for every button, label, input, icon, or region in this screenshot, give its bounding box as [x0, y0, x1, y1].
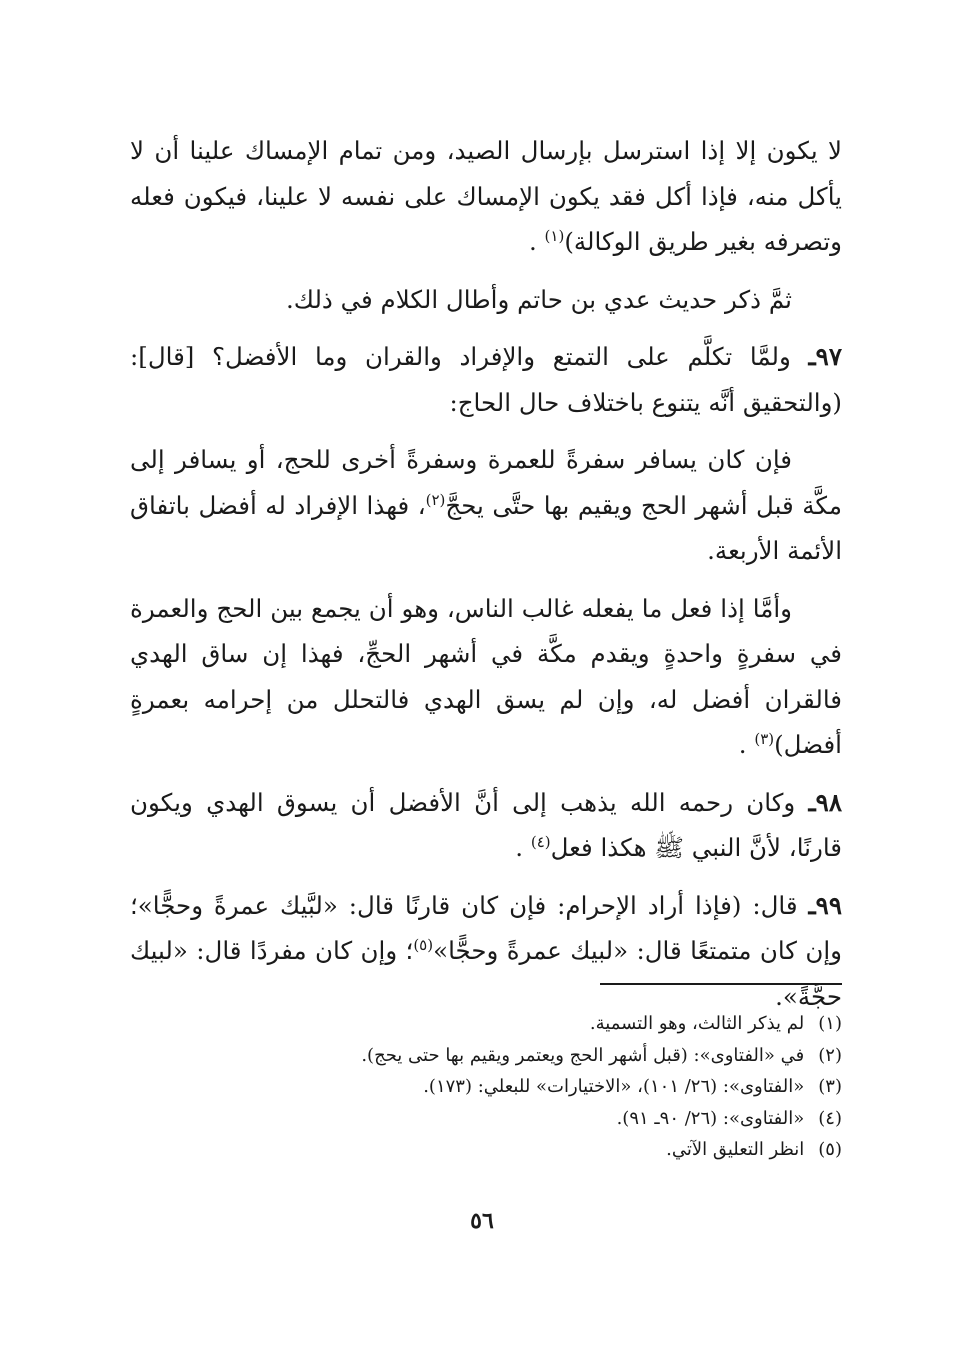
- paragraph-end: .: [515, 833, 531, 862]
- item-number-99: ٩٩ـ: [808, 890, 842, 920]
- paragraph-text: ثمَّ ذكر حديث عدي بن حاتم وأطال الكلام في ذلك.: [286, 284, 792, 314]
- footnote-text: انظر التعليق الآتي.: [666, 1139, 805, 1160]
- paragraph-2: [130, 277, 842, 323]
- footnote-1: [130, 1008, 842, 1040]
- footnote-text: لم يذكر الثالث، وهو التسمية.: [589, 1013, 805, 1034]
- paragraph-text: وكان رحمه الله يذهب إلى أنَّ الأفضل أن يسوق الهدي ويكون قارنًا، لأنَّ النبي ﷺ هكذا فعل: [130, 787, 842, 862]
- paragraph-1: [130, 128, 842, 265]
- footnote-label: (٤): [818, 1107, 842, 1129]
- paragraph-text: فإن كان يسافر سفرةً للعمرة وسفرةً أخرى للحج، أو يسافر إلى مكَّة قبل أشهر الحج ويقيم بها حتَّى يحجَّ: [130, 445, 842, 520]
- paragraph-text: قال: (فإذا أراد الإحرام: فإن كان قارنًا قال: «لبَّيك عمرةً وحجًّا»؛ وإن كان متمتعًا قال: «لبيك عمرةً وحجًّا»: [130, 890, 842, 965]
- footnote-5: [130, 1134, 842, 1166]
- paragraph-end: .: [738, 730, 755, 759]
- paragraph-text: وأمَّا إذا فعل ما يفعله غالب الناس، وهو أن يجمع بين الحج والعمرة في سفرةٍ واحدةٍ ويقدم مكَّة في أشهر الحجِّ، فهذا إن ساق الهدي فالقران أفضل له، وإن لم يسق الهدي فالتحلل من إحرامه بعمرةٍ أفضل): [130, 593, 842, 759]
- paragraph-text: ولمَّا تكلَّم على التمتع والإفراد والقران وما الأفضل؟ [قال]: (والتحقيق أنَّه يتنوع باختلاف حال الحاج:: [130, 342, 842, 417]
- paragraph-4: [130, 437, 842, 574]
- footnote-ref-1: (١): [544, 227, 565, 245]
- paragraph-text-continued: ؛ وإن كان مفردًا قال: «لبيك حجَّةً».: [130, 936, 842, 1011]
- main-text: [130, 128, 842, 1019]
- item-number-98: ٩٨ـ: [808, 787, 842, 817]
- paragraph-99: [130, 883, 842, 1020]
- footnote-text: «الفتاوى»: (٢٦/ ٩٠ـ ٩١).: [616, 1107, 805, 1129]
- footnote-4: [130, 1103, 842, 1135]
- paragraph-text-continued: ، فهذا الإفراد له أفضل باتفاق الأئمة الأربعة.: [130, 490, 842, 565]
- paragraph-98: [130, 780, 842, 871]
- footnote-separator: [600, 983, 842, 985]
- footnote-2: [130, 1040, 842, 1072]
- footnote-ref-2: (٢): [425, 490, 446, 509]
- item-number-97: ٩٧ـ: [808, 342, 842, 371]
- paragraph-end: .: [528, 227, 545, 256]
- footnote-label: (١): [818, 1013, 842, 1034]
- footnote-ref-5: (٥): [413, 936, 434, 954]
- footnote-ref-3: (٣): [754, 730, 775, 748]
- page-number: ٥٦: [470, 1208, 494, 1234]
- footnote-label: (٢): [818, 1044, 842, 1066]
- footnote-text: في «الفتاوى»: (قبل أشهر الحج ويعتمر ويقيم بها حتى يحج).: [361, 1044, 805, 1066]
- paragraph-97: [130, 334, 842, 425]
- footnote-ref-4: (٤): [530, 833, 551, 851]
- footnote-label: (٣): [818, 1076, 842, 1097]
- footnotes-list: [130, 1008, 842, 1166]
- footnote-label: (٥): [818, 1139, 842, 1160]
- footnote-3: [130, 1071, 842, 1103]
- paragraph-text: لا يكون إلا إذا استرسل بإرسال الصيد، ومن تمام الإمساك علينا أن لا يأكل منه، فإذا أكل فقد يكون الإمساك على نفسه لا علينا، فيكون فعله وتصرفه بغير طريق الوكالة): [130, 136, 842, 256]
- paragraph-5: [130, 586, 842, 768]
- footnote-text: «الفتاوى»: (٢٦/ ١٠١)، «الاختيارات» للبعلي: (١٧٣).: [423, 1076, 805, 1097]
